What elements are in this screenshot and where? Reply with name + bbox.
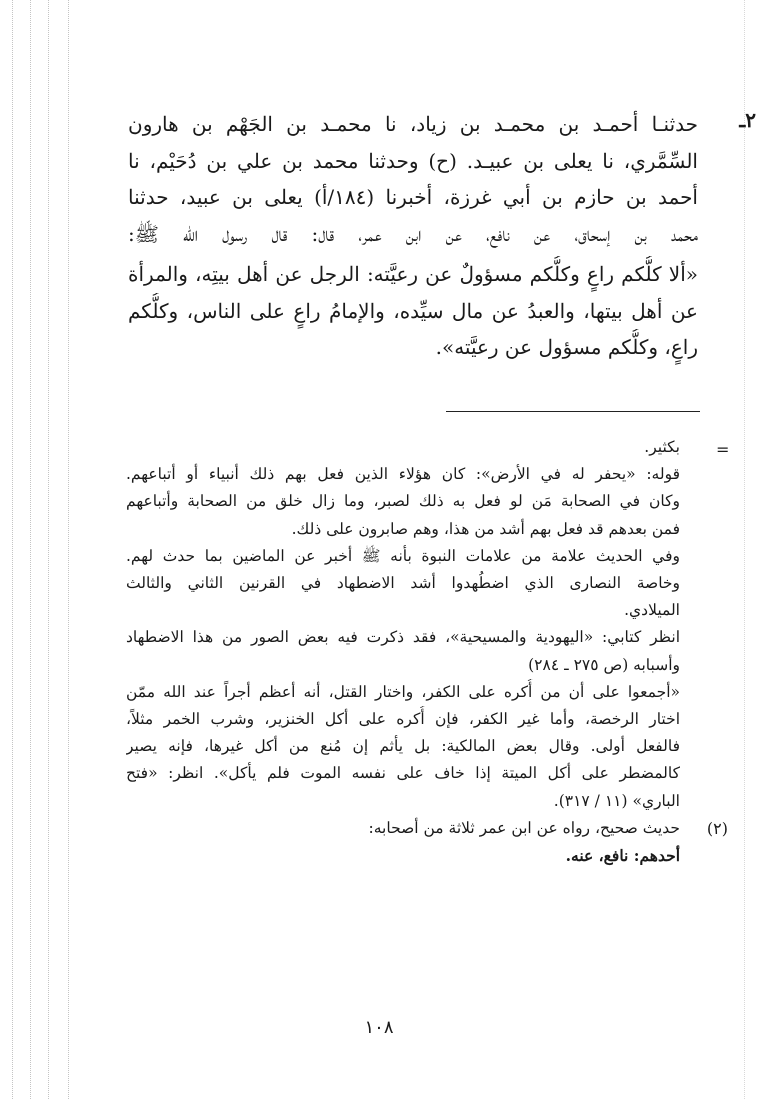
hadith-number: ٢ـ	[739, 108, 756, 132]
footnote-line: الميلادي.	[624, 601, 680, 620]
matn-line: عن أهل بيتها، والعبدُ عن مال سيِّده، والإمامُ راعٍ على الناس، وكلُّكم	[128, 298, 698, 323]
footnote-line: حديث صحيح، رواه عن ابن عمر ثلاثة من أصحابه:	[368, 818, 680, 837]
scan-edge-line	[30, 0, 31, 1099]
footnote-line: وفي الحديث علامة من علامات النبوة بأنه ﷺ أخبر عن الماضين بما حدث لهم.	[126, 546, 680, 565]
isnad-line: السِّمَّري، نا يعلى بن عبيـد. (ح) وحدثنا محمد بن علي بن دُحَيْم، نا	[128, 148, 698, 173]
footnote-line: انظر كتابي: «اليهودية والمسيحية»، فقد ذكرت فيه بعض الصور من هذا الاضطهاد	[126, 628, 680, 647]
isnad-line: حدثنـا أحمـد بن محمـد بن زياد، نا محمـد بن الجَهْم بن هارون	[128, 112, 698, 136]
isnad-line: محمد بن إسحاق، عن نافع، عن ابن عمر، قال: قال رسول الله ﷺ:	[128, 221, 698, 246]
footnote-line: أحدهم: نافع، عنه.	[565, 846, 680, 866]
footnote-line: وأسبابه (ص ٢٧٥ ـ ٢٨٤)	[528, 655, 680, 674]
footnote-number: (٢)	[706, 818, 728, 838]
footnote-separator	[446, 411, 700, 412]
scan-edge-line	[12, 0, 13, 1099]
isnad-line: أحمد بن حازم بن أبي غرزة، أخبرنا (١٨٤/أ) يعلى بن عبيد، حدثنا	[128, 185, 698, 209]
footnote-line: فمن بعدهم قد فعل بهم أشد من هذا، وهم صابرون على ذلك.	[291, 519, 680, 538]
footnote-line: وكان في الصحابة مَن لو فعل به ذلك لصبر، وما زال خلق من الصحابة وأتباعهم	[126, 492, 680, 511]
matn-line: راعٍ، وكلُّكم مسؤول عن رعيَّته».	[435, 335, 698, 359]
scan-edge-line	[68, 0, 69, 1099]
footnote-line: «أجمعوا على أن من أُكره على الكفر، واختار القتل، أنه أعظم أجراً عند الله ممّن	[126, 682, 680, 701]
hadith-matn	[128, 256, 698, 366]
footnote-line: فالفعل أولى. وقال بعض المالكية: بل يأثم إن مُنع من أكل غيرها، فإنه يصير	[126, 737, 680, 756]
footnote-line: وخاصة النصارى الذي اضطُهدوا أشد الاضطهاد في القرنين الثاني والثالث	[126, 574, 680, 593]
hadith-block	[128, 106, 756, 366]
page-number: ١٠٨	[364, 1017, 394, 1038]
footnotes	[126, 434, 728, 869]
continuation-mark: =	[716, 440, 730, 459]
footnote-line: قوله: «يحفر له في الأرض»: كان هؤلاء الذين فعل بهم ذلك أنبياء أو أتباعهم.	[126, 465, 680, 484]
footnote-line: اختار الرخصة، وأما غير الكفر، فإن أُكره على أكل الخنزير، وشرب الخمر مثلاً،	[126, 710, 680, 729]
scan-edge-line	[48, 0, 49, 1099]
footnote-line: كالمضطر على أكل الميتة إذا خاف على نفسه الموت فلم يأكل». انظر: «فتح	[126, 764, 680, 783]
footnote-2	[126, 815, 728, 869]
scan-edge-line	[744, 0, 745, 1099]
footnote-line: بكثير.	[644, 438, 680, 456]
matn-line: «ألا كلُّكم راعٍ وكلُّكم مسؤولٌ عن رعيَّته: الرجل عن أهل بيتِه، والمرأة	[128, 262, 698, 286]
footnote-line: الباري» (١١ / ٣١٧).	[553, 791, 680, 810]
